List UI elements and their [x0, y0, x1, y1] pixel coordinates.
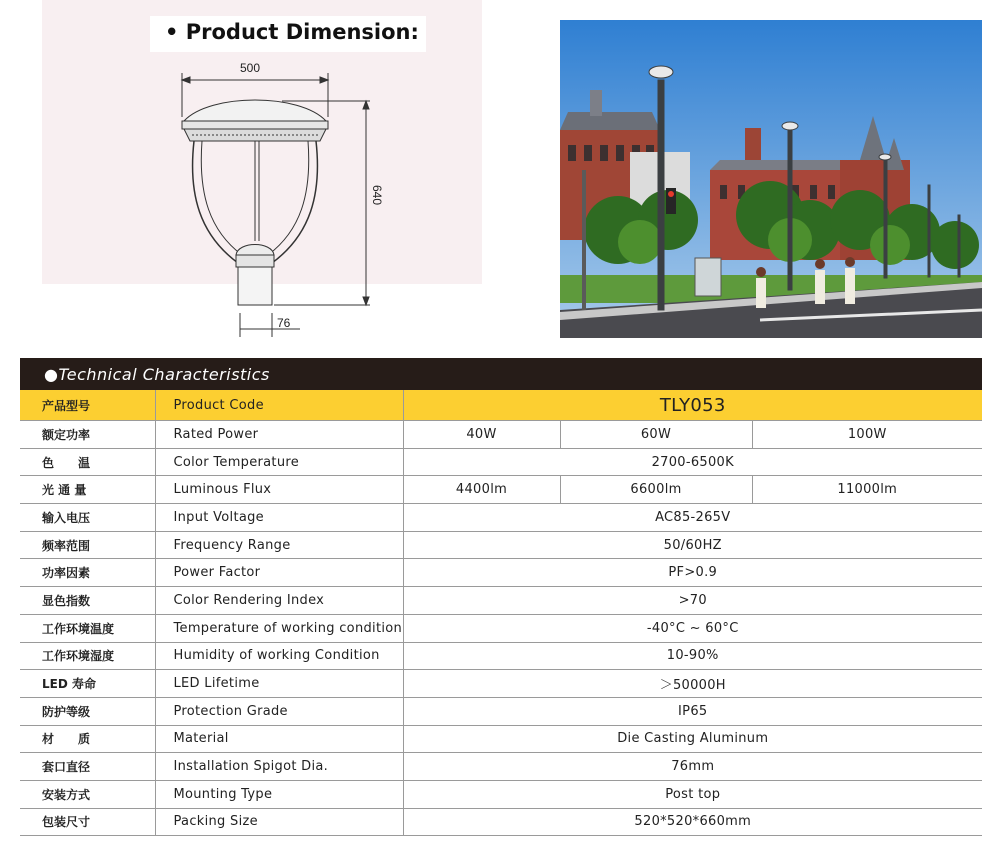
spec-en-label: Protection Grade	[155, 697, 403, 725]
lamp-dimension-drawing	[170, 55, 400, 340]
spec-value: 50/60HZ	[403, 531, 982, 559]
luminous-flux-100w: 11000lm	[752, 476, 982, 504]
spec-row-frequency-range	[20, 531, 982, 559]
spec-cn-label: 光 通 量	[20, 476, 155, 504]
spec-en-label: Product Code	[155, 390, 403, 421]
spec-section-header	[20, 358, 982, 390]
spec-value: ＞50000H	[403, 670, 982, 698]
spec-cn-label: 产品型号	[20, 390, 155, 421]
spec-value: -40°C ~ 60°C	[403, 614, 982, 642]
spec-en-label: Color Rendering Index	[155, 587, 403, 615]
spec-en-label: Packing Size	[155, 808, 403, 836]
spec-cn-label: 输入电压	[20, 504, 155, 532]
spec-cn-label: 安装方式	[20, 780, 155, 808]
spec-row-power-factor	[20, 559, 982, 587]
dimension-title: • Product Dimension:	[165, 20, 419, 44]
spec-cn-label: 色 温	[20, 448, 155, 476]
spec-cn-label: LED 寿命	[20, 670, 155, 698]
spec-row-mounting-type	[20, 780, 982, 808]
luminous-flux-60w: 6600lm	[560, 476, 752, 504]
spec-section-title: ●Technical Characteristics	[44, 365, 270, 384]
spec-cn-label: 显色指数	[20, 587, 155, 615]
spec-value: Post top	[403, 780, 982, 808]
spec-en-label: LED Lifetime	[155, 670, 403, 698]
spec-value: PF>0.9	[403, 559, 982, 587]
spec-row-rated-power	[20, 421, 982, 449]
spec-en-label: Installation Spigot Dia.	[155, 753, 403, 781]
spec-row-humidity	[20, 642, 982, 670]
spec-value: IP65	[403, 697, 982, 725]
spec-value: 76mm	[403, 753, 982, 781]
spec-en-label: Input Voltage	[155, 504, 403, 532]
street-lamp-photo	[560, 20, 982, 338]
width-dimension-label: 500	[240, 61, 261, 75]
spec-row-packing-size	[20, 808, 982, 836]
spec-row-led-lifetime	[20, 670, 982, 698]
spec-cn-label: 频率范围	[20, 531, 155, 559]
spec-en-label: Frequency Range	[155, 531, 403, 559]
spec-value: 2700-6500K	[403, 448, 982, 476]
product-code-value: TLY053	[403, 390, 982, 421]
spec-en-label: Luminous Flux	[155, 476, 403, 504]
spec-row-color-temperature	[20, 448, 982, 476]
spec-en-label: Power Factor	[155, 559, 403, 587]
spec-value: AC85-265V	[403, 504, 982, 532]
rated-power-40w: 40W	[403, 421, 560, 449]
spec-cn-label: 工作环境温度	[20, 614, 155, 642]
spec-en-label: Color Temperature	[155, 448, 403, 476]
rated-power-60w: 60W	[560, 421, 752, 449]
spec-en-label: Temperature of working condition	[155, 614, 403, 642]
spec-row-spigot-dia	[20, 753, 982, 781]
spec-cn-label: 套口直径	[20, 753, 155, 781]
spec-en-label: Mounting Type	[155, 780, 403, 808]
spec-row-color-rendering-index	[20, 587, 982, 615]
spec-value: >70	[403, 587, 982, 615]
spec-row-luminous-flux	[20, 476, 982, 504]
spec-table	[20, 390, 982, 836]
spec-value: 10-90%	[403, 642, 982, 670]
spec-en-label: Material	[155, 725, 403, 753]
rated-power-100w: 100W	[752, 421, 982, 449]
spec-cn-label: 额定功率	[20, 421, 155, 449]
spec-cn-label: 工作环境湿度	[20, 642, 155, 670]
spec-row-input-voltage	[20, 504, 982, 532]
spec-value: 520*520*660mm	[403, 808, 982, 836]
spec-value: Die Casting Aluminum	[403, 725, 982, 753]
spec-row-temperature	[20, 614, 982, 642]
spec-en-label: Rated Power	[155, 421, 403, 449]
spec-cn-label: 材 质	[20, 725, 155, 753]
spec-row-product-code	[20, 390, 982, 421]
spec-row-material	[20, 725, 982, 753]
luminous-flux-40w: 4400lm	[403, 476, 560, 504]
spigot-dimension-label: 76	[277, 316, 291, 330]
spec-cn-label: 包装尺寸	[20, 808, 155, 836]
spec-cn-label: 功率因素	[20, 559, 155, 587]
spec-cn-label: 防护等级	[20, 697, 155, 725]
spec-row-protection-grade	[20, 697, 982, 725]
spec-en-label: Humidity of working Condition	[155, 642, 403, 670]
height-dimension-label: 640	[370, 185, 384, 206]
